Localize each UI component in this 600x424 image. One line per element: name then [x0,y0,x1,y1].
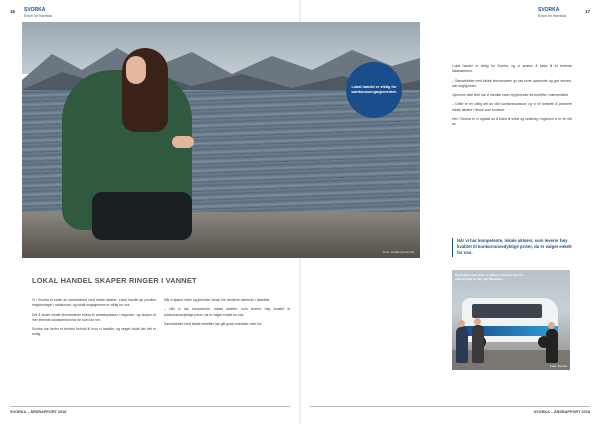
page-number: 16 [10,9,16,14]
article-right-column [452,64,572,132]
brand-name: SVORKA [24,7,46,13]
footer-divider [310,406,590,407]
brand-name: SVORKA [538,7,560,13]
person-figure [456,327,468,363]
paragraph: Vi i Svorka er stolte av samarbeidet med lokale aktører. Lokal handel gir positive ringvirkninger i samfunnet, og lokalt engasjement er viktig for oss. [32,298,156,308]
pull-quote: Når vi har kompetente, lokale aktører, som leverer høy kvalitet til konkurransedyktige priser, da er valget enkelt for oss. [452,238,575,257]
paragraph: Her i Svorka er vi opptatt av å bidra til vekst og utvikling i regionen vi er en del av. [452,117,572,127]
brand-tagline: Enkel for framtida [24,14,53,18]
footer-divider [10,406,290,407]
person-face [126,56,146,84]
paragraph: Lokal handel er viktig for Svorka, og vi ønsker å bidra til et levende lokalsamfunn. [452,64,572,74]
article-column-1 [32,298,156,342]
person-head [548,322,555,329]
article-headline: LOKAL HANDEL SKAPER RINGER I VANNET [32,276,197,285]
person-head [474,318,481,325]
brand-tagline: Enkel for framtida [538,14,567,18]
photo-caption: Den lokale verkstedet er viktig for Svorka. Her fra utleveringen av den nye firmabilen. [455,273,523,282]
page-number: 17 [584,9,590,14]
person-figure [546,329,558,363]
paragraph: Det å bruke lokale leverandører bidrar til arbeidsplasser i regionen, og skaper et mer levende lokalsamfunn for de som bor her. [32,312,156,322]
photo-credit: Foto: Lindberg Foto AS [383,250,414,254]
person-figure [472,325,484,363]
van-photo [452,270,570,370]
page-footer: SVORKA – ÅRSRAPPORT 2018 [533,410,590,414]
article-column-2 [164,298,290,331]
paragraph: – Når vi har kompetente, lokale aktører, som leverer høy kvalitet til konkurransedyktige priser, da er valget enkelt for oss. [164,307,290,317]
paragraph: Gjennom hele året har vi handlet varer og tjenester fra bedrifter i nærområdet. [452,93,569,98]
paragraph: Samarbeidet med lokale bedrifter har gitt gode resultater over tid. [164,321,262,326]
paragraph: – Dette er en viktig del av vårt samfunnsansvar, og vi vil fortsette å prioritere lokale aktører i årene som kommer. [452,102,572,112]
main-photo [22,22,420,258]
person-pants [92,192,192,240]
photo-credit: Foto: Svorka [549,364,567,368]
person-head [458,320,465,327]
paragraph: – Samarbeidet med lokale leverandører gir oss korte avstander og god service, sier daglig leder. [452,78,572,88]
van-window [472,304,542,318]
callout-circle: Lokal handel er viktig for samfunnsengasjementet. [346,62,402,118]
paragraph: Når vi kjøper varer og tjenester lokalt, blir verdiene værende i distriktet. [164,298,271,302]
person-hand [172,136,194,148]
page-footer: SVORKA – ÅRSRAPPORT 2018 [10,410,67,414]
paragraph: Svorka har derfor et bevisst forhold til hvor vi handler, og velger lokalt der det er mulig. [32,327,156,337]
